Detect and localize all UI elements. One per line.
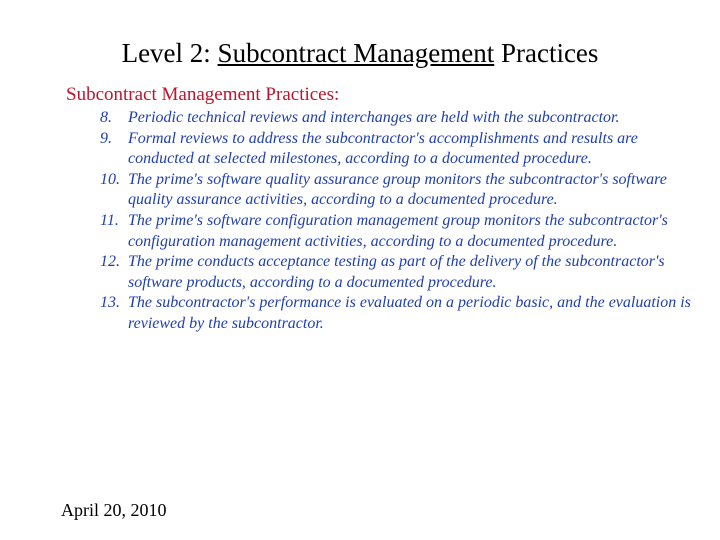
item-number: 11. [100,211,119,229]
item-text: The prime's software configuration management group monitors the subcontractor's configuration management activities, according to a documented procedure. [128,211,668,250]
list-item-8 [100,108,700,129]
item-text: The prime conducts acceptance testing as part of the delivery of the subcontractor's software products, according to a documented procedure. [128,253,665,291]
item-number: 9. [100,129,112,147]
item-text: Periodic technical reviews and interchanges are held with the subcontractor. [128,109,620,126]
item-number: 12. [100,253,120,271]
list-item-12 [100,252,700,293]
title-prefix: Level 2: [121,38,218,68]
item-number: 8. [100,109,112,126]
title-suffix: Practices [494,38,599,68]
list-item-11 [100,211,700,252]
practice-list [100,108,700,335]
item-text: The subcontractor's performance is evaluated on a periodic basic, and the evaluation is reviewed by the subcontractor. [128,294,691,332]
title-underlined: Subcontract Management [217,38,495,68]
footer-date: April 20, 2010 [61,500,167,520]
item-text: Formal reviews to address the subcontractor's accomplishments and results are conducted at selected milestones, according to a documented procedure. [128,129,638,168]
list-item-10 [100,170,700,211]
list-item-13 [100,293,700,334]
item-number: 10. [100,170,120,188]
list-item-9 [100,129,700,170]
section-heading: Subcontract Management Practices: [66,84,340,105]
item-text: The prime's software quality assurance group monitors the subcontractor's software quality assurance activities, according to a documented procedure. [128,170,667,209]
slide-title [0,38,720,69]
item-number: 13. [100,294,120,312]
